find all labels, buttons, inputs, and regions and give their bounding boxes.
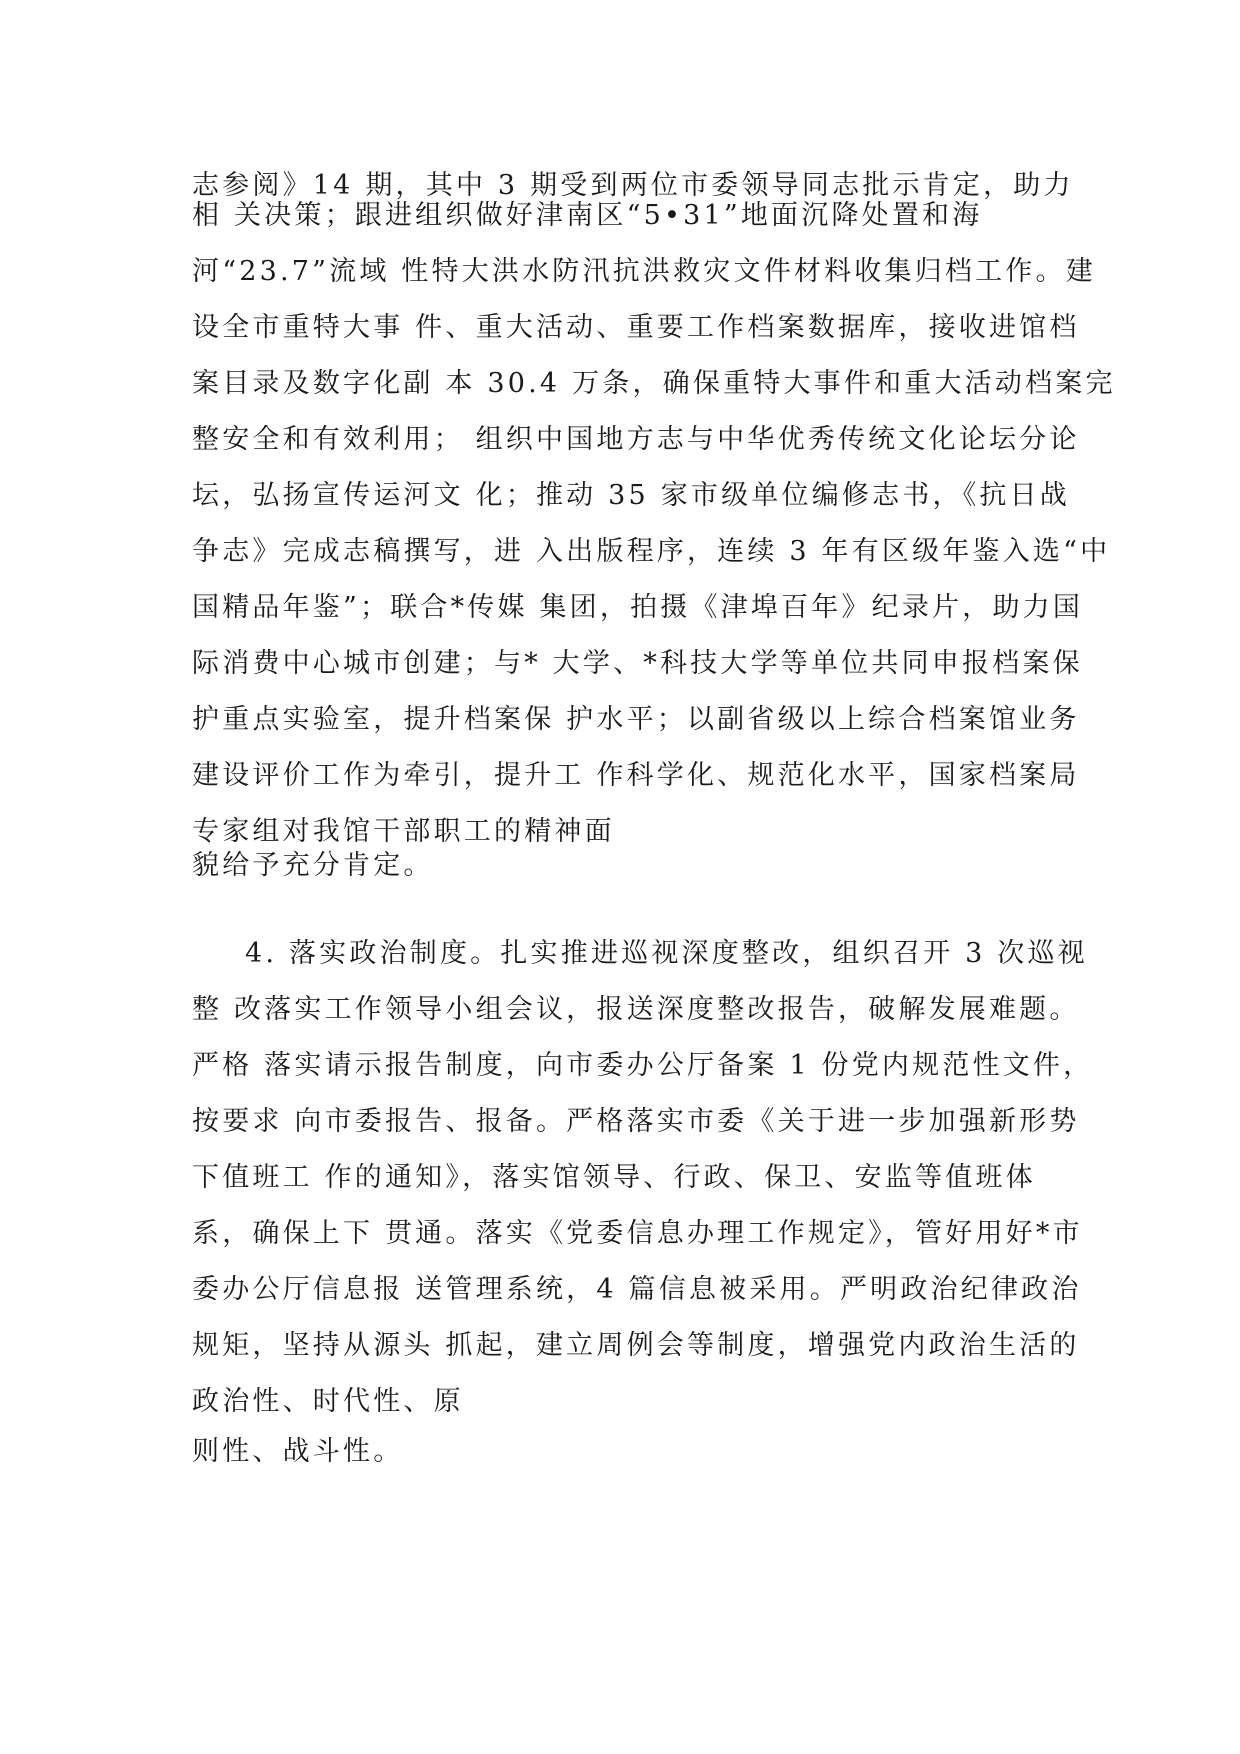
paragraph-2-line-8: 规矩，坚持从源头 抓起，建立周例会等制度，增强党内政治生活的 [192,1330,1080,1361]
paragraph-1-line-8: 争志》完成志稿撰写，进 入出版程序，连续 3 年有区级年鉴入选“中 [192,536,1111,567]
paragraph-1-line-5: 案目录及数字化副 本 30.4 万条，确保重特大事件和重大活动档案完 [192,368,1116,399]
paragraph-2-line-6: 系，确保上下 贯通。落实《党委信息办理工作规定》，管好用好*市 [192,1218,1083,1249]
paragraph-2-line-10: 则性、战斗性。 [192,1436,404,1467]
paragraph-1-line-2: 相 关决策；跟进组织做好津南区“5•31”地面沉降处置和海 [192,200,983,231]
paragraph-1-line-12: 建设评价工作为牵引，提升工 作科学化、规范化水平，国家档案局 [192,760,1080,791]
paragraph-1-line-7: 坛，弘扬宣传运河文 化；推动 35 家市级单位编修志书，《抗日战 [192,480,1071,511]
paragraph-1-line-1: 志参阅》14 期，其中 3 期受到两位市委领导同志批示肯定，助力 [192,170,1074,201]
paragraph-1-line-6: 整安全和有效利用； 组织中国地方志与中华优秀传统文化论坛分论 [192,424,1080,455]
paragraph-1-line-10: 际消费中心城市创建；与* 大学、*科技大学等单位共同申报档案保 [192,648,1083,679]
paragraph-1-line-4: 设全市重特大事 件、重大活动、重要工作档案数据库，接收进馆档 [192,312,1080,343]
paragraph-2-line-9: 政治性、时代性、原 [192,1386,464,1417]
paragraph-2-line-1: 4. 落实政治制度。扎实推进巡视深度整改，组织召开 3 次巡视 [245,938,1088,969]
paragraph-2-line-7: 委办公厅信息报 送管理系统，4 篇信息被采用。严明政治纪律政治 [192,1274,1082,1305]
paragraph-1-line-3: 河“23.7”流域 性特大洪水防汛抗洪救灾文件材料收集归档工作。建 [192,256,1096,287]
paragraph-1-line-14: 貌给予充分肯定。 [192,850,434,881]
paragraph-2-line-5: 下值班工 作的通知》，落实馆领导、行政、保卫、安监等值班体 [192,1162,1036,1193]
paragraph-1-line-9: 国精品年鉴”；联合*传媒 集团，拍摄《津埠百年》纪录片，助力国 [192,592,1084,623]
paragraph-1-line-13: 专家组对我馆干部职工的精神面 [192,816,615,847]
paragraph-2-line-2: 整 改落实工作领导小组会议，报送深度整改报告，破解发展难题。 [192,994,1080,1025]
paragraph-1-line-11: 护重点实验室，提升档案保 护水平；以副省级以上综合档案馆业务 [192,704,1080,735]
paragraph-2-line-4: 按要求 向市委报告、报备。严格落实市委《关于进一步加强新形势 [192,1106,1080,1137]
paragraph-2-line-3: 严格 落实请示报告制度，向市委办公厅备案 1 份党内规范性文件， [192,1050,1094,1081]
